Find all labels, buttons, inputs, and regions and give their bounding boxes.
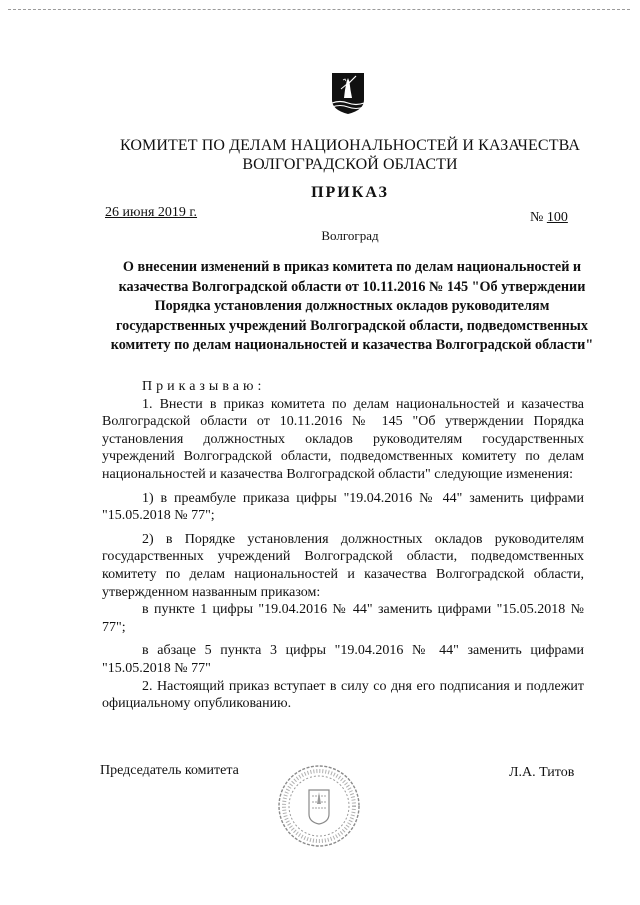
paragraph-2: 1) в преамбуле приказа цифры "19.04.2016 № 44" заменить цифрами "15.05.2018 № 77";: [102, 490, 584, 524]
document-title: О внесении изменений в приказ комитета по делам национальностей и казачества Волгоградской области от 10.11.2016 № 145 "Об утверждении Порядка установления должностных окладов руководителям государственных учреждений Волгоградской области, подведомственных комитету по делам национальностей и казачества Волгоградской области": [110, 259, 594, 354]
signatory-position: Председатель комитета: [100, 763, 239, 778]
document-body: [102, 378, 584, 713]
official-seal-icon: [276, 760, 362, 852]
signatory-name: Л.А. Титов: [509, 765, 575, 780]
scan-top-rule: [8, 9, 630, 11]
document-city: Волгоград: [321, 228, 379, 243]
volgograd-emblem-icon: [331, 72, 365, 115]
org-name-line1: КОМИТЕТ ПО ДЕЛАМ НАЦИОНАЛЬНОСТЕЙ И КАЗАЧЕСТВА: [119, 137, 580, 154]
document-type: ПРИКАЗ: [311, 184, 389, 201]
paragraph-5: в абзаце 5 пункта 3 цифры "19.04.2016 № 44" заменить цифрами "15.05.2018 № 77": [102, 643, 584, 676]
paragraph-3: 2) в Порядке установления должностных окладов руководителям государственных учреждений Волгоградской области, подведомственных комитету по делам национальностей и казачества Волгоградской области, утвержденном названным приказом:: [102, 531, 584, 600]
paragraph-6: 2. Настоящий приказ вступает в силу со дня его подписания и подлежит официальному опубликованию.: [102, 678, 584, 712]
paragraph-1: 1. Внести в приказ комитета по делам национальностей и казачества Волгоградской области от 10.11.2016 № 145 "Об утверждении Порядка установления должностных окладов руководителям государственных учреждений Волгоградской области, подведомственных комитету по делам национальностей и казачества Волгоградской области" следующие изменения:: [102, 396, 584, 482]
order-word: Приказываю:: [142, 379, 266, 394]
org-name-line2: ВОЛГОГРАДСКОЙ ОБЛАСТИ: [242, 156, 458, 173]
paragraph-4: в пункте 1 цифры "19.04.2016 № 44" заменить цифрами "15.05.2018 № 77";: [102, 602, 584, 635]
number-prefix: №: [530, 210, 544, 225]
document-number: [530, 210, 568, 226]
number-value: 100: [546, 210, 568, 225]
document-date: 26 июня 2019 г.: [105, 205, 198, 220]
